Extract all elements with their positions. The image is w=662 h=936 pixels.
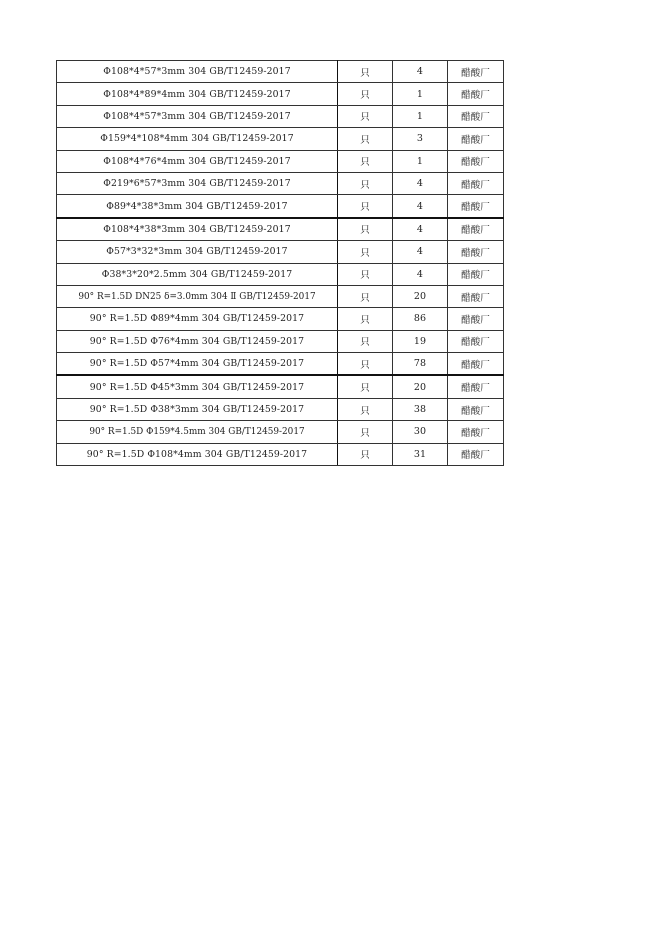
unit-cell[interactable]: 只 xyxy=(338,241,393,263)
quantity-cell[interactable]: 4 xyxy=(393,61,448,83)
unit-cell[interactable]: 只 xyxy=(338,150,393,172)
spec-cell[interactable]: Φ159*4*108*4mm 304 GB/T12459-2017 xyxy=(57,128,338,150)
quantity-cell[interactable]: 1 xyxy=(393,150,448,172)
quantity-cell[interactable]: 31 xyxy=(393,443,448,465)
table-row xyxy=(57,353,504,376)
table-row xyxy=(57,398,504,420)
spreadsheet-table xyxy=(56,60,504,466)
quantity-cell[interactable]: 30 xyxy=(393,421,448,443)
spec-cell[interactable]: 90° R=1.5D Φ38*3mm 304 GB/T12459-2017 xyxy=(57,398,338,420)
table-row xyxy=(57,172,504,194)
table-row xyxy=(57,443,504,465)
unit-cell[interactable]: 只 xyxy=(338,195,393,218)
spec-cell[interactable]: 90° R=1.5D Φ57*4mm 304 GB/T12459-2017 xyxy=(57,353,338,376)
quantity-cell[interactable]: 4 xyxy=(393,195,448,218)
unit-cell[interactable]: 只 xyxy=(338,61,393,83)
quantity-cell[interactable]: 4 xyxy=(393,241,448,263)
spec-cell[interactable]: 90° R=1.5D Φ76*4mm 304 GB/T12459-2017 xyxy=(57,330,338,352)
department-cell[interactable]: 醋酸厂 xyxy=(448,172,504,194)
quantity-cell[interactable]: 19 xyxy=(393,330,448,352)
spec-cell[interactable]: Φ108*4*76*4mm 304 GB/T12459-2017 xyxy=(57,150,338,172)
table-row xyxy=(57,83,504,105)
department-cell[interactable]: 醋酸厂 xyxy=(448,443,504,465)
table-row xyxy=(57,330,504,352)
spec-cell[interactable]: Φ108*4*38*3mm 304 GB/T12459-2017 xyxy=(57,218,338,241)
table-row xyxy=(57,218,504,241)
spec-cell[interactable]: Φ108*4*57*3mm 304 GB/T12459-2017 xyxy=(57,105,338,127)
table-row xyxy=(57,128,504,150)
spec-cell[interactable]: 90° R=1.5D Φ45*3mm 304 GB/T12459-2017 xyxy=(57,375,338,398)
unit-cell[interactable]: 只 xyxy=(338,285,393,307)
spec-cell[interactable]: Φ108*4*57*3mm 304 GB/T12459-2017 xyxy=(57,61,338,83)
unit-cell[interactable]: 只 xyxy=(338,398,393,420)
spec-cell[interactable]: Φ38*3*20*2.5mm 304 GB/T12459-2017 xyxy=(57,263,338,285)
department-cell[interactable]: 醋酸厂 xyxy=(448,83,504,105)
table-row xyxy=(57,308,504,330)
spec-cell[interactable]: 90° R=1.5D Φ159*4.5mm 304 GB/T12459-2017 xyxy=(57,421,338,443)
quantity-cell[interactable]: 4 xyxy=(393,218,448,241)
unit-cell[interactable]: 只 xyxy=(338,128,393,150)
department-cell[interactable]: 醋酸厂 xyxy=(448,195,504,218)
department-cell[interactable]: 醋酸厂 xyxy=(448,263,504,285)
spec-cell[interactable]: 90° R=1.5D DN25 δ=3.0mm 304 Ⅱ GB/T12459-2017 xyxy=(57,285,338,307)
department-cell[interactable]: 醋酸厂 xyxy=(448,105,504,127)
unit-cell[interactable]: 只 xyxy=(338,308,393,330)
table-row xyxy=(57,150,504,172)
spec-cell[interactable]: Φ219*6*57*3mm 304 GB/T12459-2017 xyxy=(57,172,338,194)
department-cell[interactable]: 醋酸厂 xyxy=(448,375,504,398)
quantity-cell[interactable]: 1 xyxy=(393,83,448,105)
unit-cell[interactable]: 只 xyxy=(338,353,393,376)
table-body xyxy=(57,61,504,466)
department-cell[interactable]: 醋酸厂 xyxy=(448,241,504,263)
department-cell[interactable]: 醋酸厂 xyxy=(448,421,504,443)
quantity-cell[interactable]: 4 xyxy=(393,172,448,194)
spec-cell[interactable]: 90° R=1.5D Φ108*4mm 304 GB/T12459-2017 xyxy=(57,443,338,465)
unit-cell[interactable]: 只 xyxy=(338,443,393,465)
department-cell[interactable]: 醋酸厂 xyxy=(448,398,504,420)
unit-cell[interactable]: 只 xyxy=(338,172,393,194)
table-row xyxy=(57,263,504,285)
spec-cell[interactable]: Φ108*4*89*4mm 304 GB/T12459-2017 xyxy=(57,83,338,105)
quantity-cell[interactable]: 86 xyxy=(393,308,448,330)
department-cell[interactable]: 醋酸厂 xyxy=(448,308,504,330)
quantity-cell[interactable]: 3 xyxy=(393,128,448,150)
department-cell[interactable]: 醋酸厂 xyxy=(448,353,504,376)
unit-cell[interactable]: 只 xyxy=(338,218,393,241)
department-cell[interactable]: 醋酸厂 xyxy=(448,330,504,352)
spec-cell[interactable]: Φ57*3*32*3mm 304 GB/T12459-2017 xyxy=(57,241,338,263)
unit-cell[interactable]: 只 xyxy=(338,421,393,443)
quantity-cell[interactable]: 20 xyxy=(393,375,448,398)
unit-cell[interactable]: 只 xyxy=(338,375,393,398)
department-cell[interactable]: 醋酸厂 xyxy=(448,285,504,307)
unit-cell[interactable]: 只 xyxy=(338,263,393,285)
table-row xyxy=(57,421,504,443)
quantity-cell[interactable]: 38 xyxy=(393,398,448,420)
unit-cell[interactable]: 只 xyxy=(338,83,393,105)
table-row xyxy=(57,61,504,83)
unit-cell[interactable]: 只 xyxy=(338,105,393,127)
quantity-cell[interactable]: 78 xyxy=(393,353,448,376)
table-row xyxy=(57,285,504,307)
department-cell[interactable]: 醋酸厂 xyxy=(448,61,504,83)
table-row xyxy=(57,375,504,398)
table-row xyxy=(57,105,504,127)
department-cell[interactable]: 醋酸厂 xyxy=(448,128,504,150)
spec-cell[interactable]: Φ89*4*38*3mm 304 GB/T12459-2017 xyxy=(57,195,338,218)
department-cell[interactable]: 醋酸厂 xyxy=(448,150,504,172)
spec-cell[interactable]: 90° R=1.5D Φ89*4mm 304 GB/T12459-2017 xyxy=(57,308,338,330)
table-row xyxy=(57,195,504,218)
table-row xyxy=(57,241,504,263)
quantity-cell[interactable]: 4 xyxy=(393,263,448,285)
quantity-cell[interactable]: 1 xyxy=(393,105,448,127)
quantity-cell[interactable]: 20 xyxy=(393,285,448,307)
unit-cell[interactable]: 只 xyxy=(338,330,393,352)
department-cell[interactable]: 醋酸厂 xyxy=(448,218,504,241)
